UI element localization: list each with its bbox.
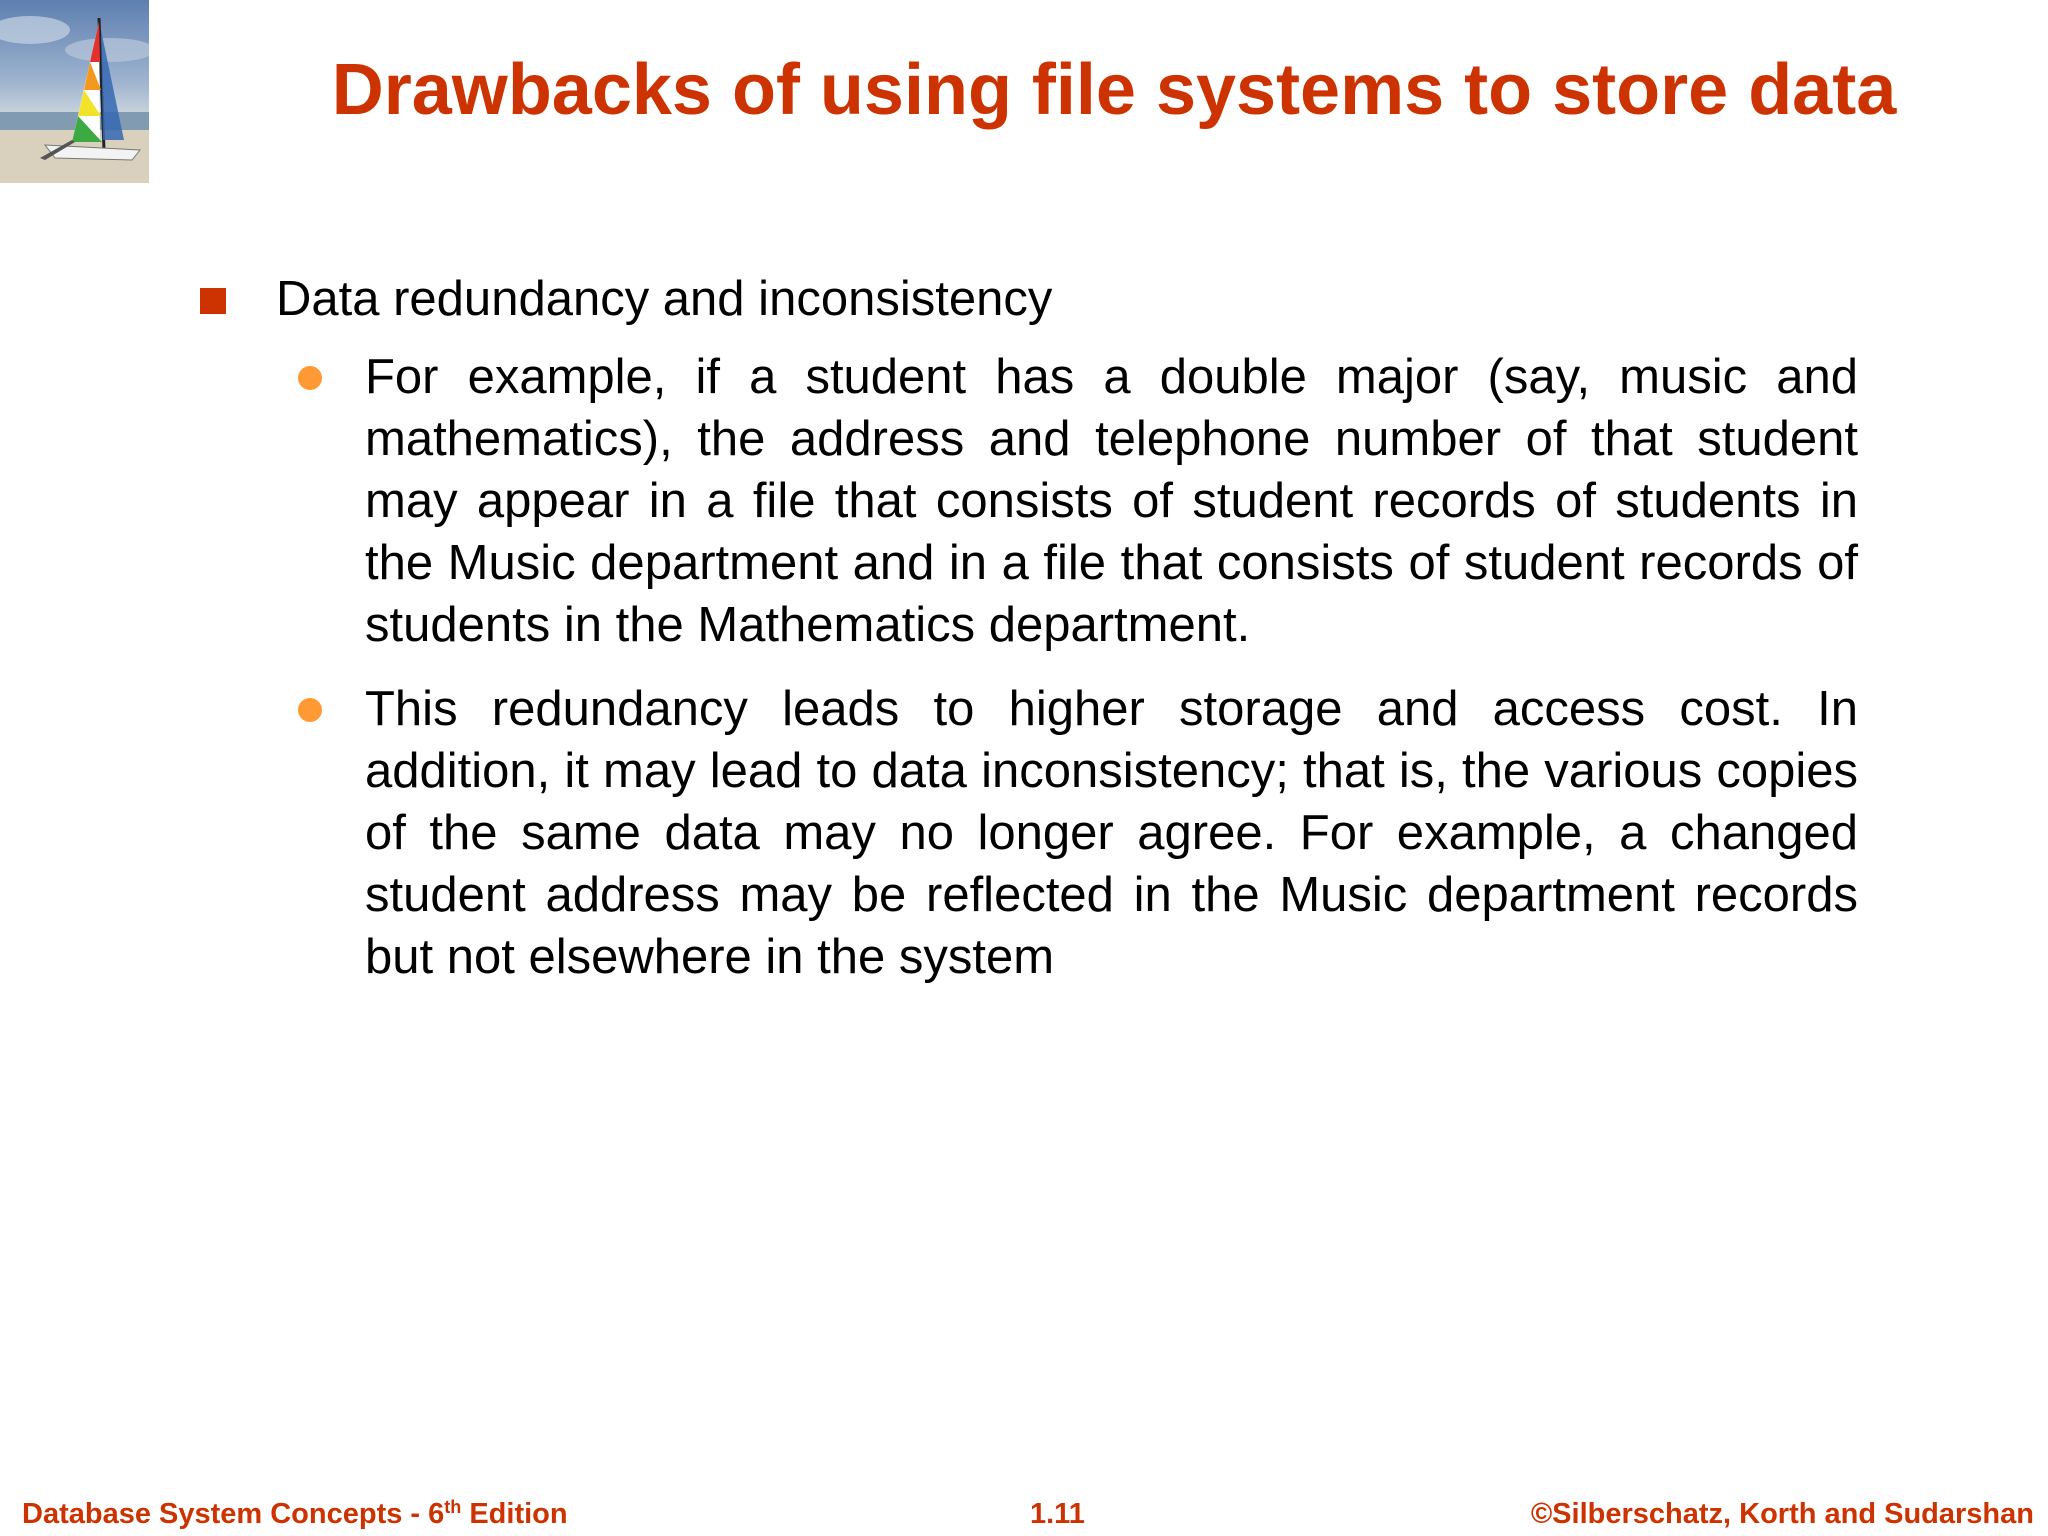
- sub-bullet-list: [365, 346, 1858, 988]
- bullet-item-level1: [198, 268, 1863, 330]
- slide-footer: [0, 1496, 2048, 1532]
- footer-book-title: [22, 1496, 568, 1532]
- footer-edition-superscript: th: [444, 1497, 462, 1517]
- footer-slide-number: 1.11: [1030, 1498, 1085, 1530]
- footer-copyright: ©Silberschatz, Korth and Sudarshan: [1530, 1498, 2034, 1530]
- footer-edition-text: Edition: [461, 1498, 568, 1530]
- footer-book-title-text: Database System Concepts - 6: [22, 1498, 445, 1530]
- sub-bullet-text: This redundancy leads to higher storage and access cost. In addition, it may lead to data inconsistency; that is, the various copies of the same data may no longer agree. For example, a changed student address may be reflected in the Music department records but not elsewhere in the system: [365, 682, 1858, 984]
- sailboat-icon: [0, 0, 149, 183]
- bullet-item-level2: [365, 678, 1858, 988]
- bullet-item-level2: [365, 346, 1858, 656]
- round-bullet-icon: [298, 698, 322, 722]
- sailboat-logo: [0, 0, 149, 183]
- sub-bullet-text: For example, if a student has a double major (say, music and mathematics), the address and telephone number of that student may appear in a file that consists of student records of students in the Music department and in a file that consists of student records of students in the Mathematics department.: [365, 350, 1858, 652]
- slide-content: [198, 268, 1863, 1010]
- round-bullet-icon: [298, 366, 322, 390]
- slide-title: Drawbacks of using file systems to store data: [331, 50, 1897, 130]
- square-bullet-icon: [200, 288, 226, 314]
- bullet-text: Data redundancy and inconsistency: [276, 272, 1053, 326]
